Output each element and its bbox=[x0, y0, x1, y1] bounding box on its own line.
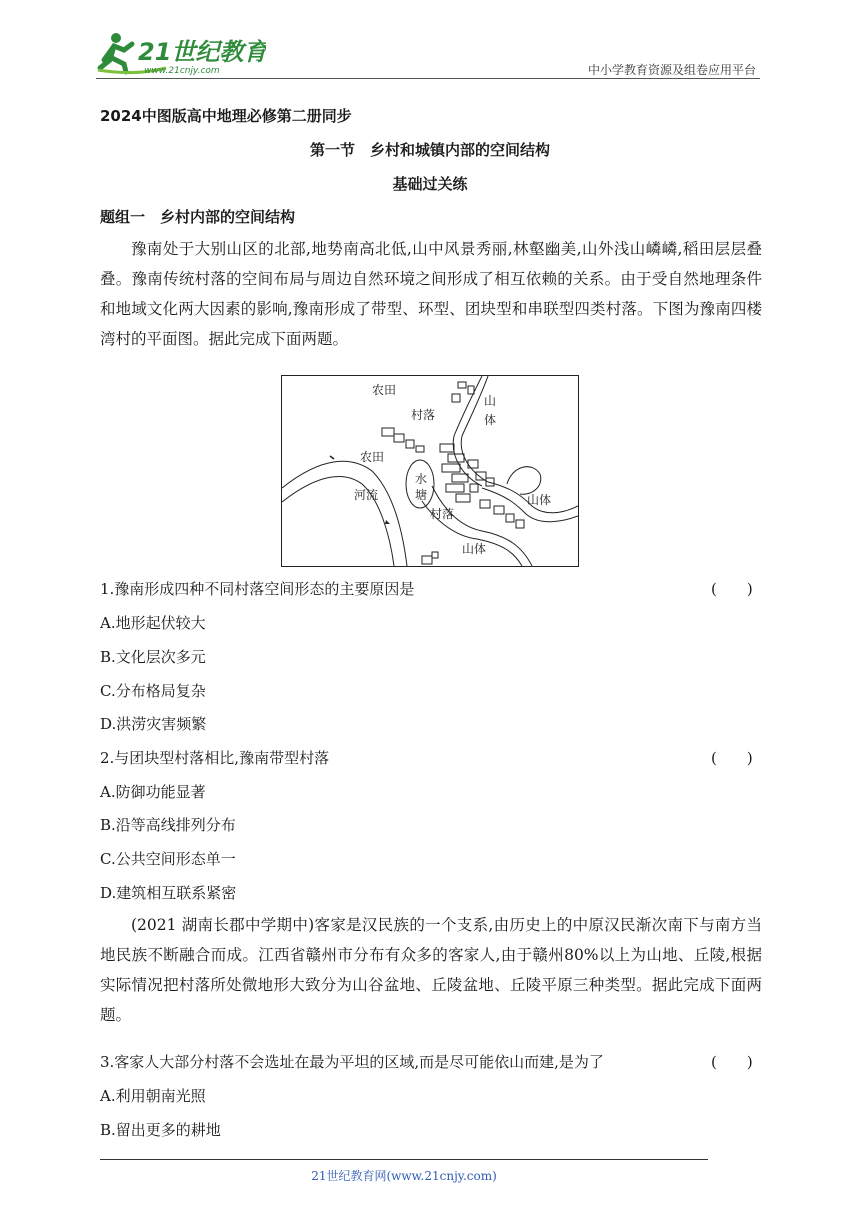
map-label-pond-2: 塘 bbox=[415, 488, 428, 502]
map-label-mountain-top-2: 体 bbox=[484, 413, 497, 427]
map-label-village-top: 村落 bbox=[411, 408, 436, 422]
map-label-river: 河流 bbox=[354, 488, 379, 502]
q1-option-b: B.文化层次多元 bbox=[100, 648, 206, 666]
q2-option-d: D.建筑相互联系紧密 bbox=[100, 884, 237, 902]
q1-stem: 1.豫南形成四种不同村落空间形态的主要原因是 bbox=[100, 580, 415, 598]
page-header bbox=[96, 30, 760, 80]
q2-stem: 2.与团块型村落相比,豫南带型村落 bbox=[100, 749, 330, 767]
map-label-farmland-top: 农田 bbox=[372, 383, 397, 397]
q3-option-b: B.留出更多的耕地 bbox=[100, 1121, 221, 1139]
passage-2: (2021 湖南长郡中学期中)客家是汉民族的一个支系,由历史上的中原汉民渐次南下与南方当地民族不断融合而成。江西省赣州市分布有众多的客家人,由于赣州80%以上为山地、丘陵,根据实际情况把村落所处微地形大致分为山谷盆地、丘陵盆地、丘陵平原三种类型。据此完成下面两题。 bbox=[100, 916, 762, 1024]
q2-option-a: A.防御功能显著 bbox=[100, 783, 206, 801]
footer-link[interactable]: 21世纪教育网(www.21cnjy.com) bbox=[311, 1169, 497, 1183]
logo-subtext: www.21cnjy.com bbox=[144, 66, 220, 76]
map-label-mountain-top-1: 山 bbox=[484, 394, 497, 408]
q1-option-d: D.洪涝灾害频繁 bbox=[100, 715, 207, 733]
runner-logo-icon bbox=[96, 30, 266, 76]
platform-name: 中小学教育资源及组卷应用平台 bbox=[587, 63, 756, 77]
q1-option-a: A.地形起伏较大 bbox=[100, 614, 206, 632]
header-divider bbox=[96, 78, 760, 79]
q1-option-c: C.分布格局复杂 bbox=[100, 682, 206, 700]
map-label-farmland-mid: 农田 bbox=[360, 450, 385, 464]
doc-title: 2024中图版高中地理必修第二册同步 bbox=[100, 107, 352, 125]
passage-1: 豫南处于大别山区的北部,地势南高北低,山中风景秀丽,林壑幽美,山外浅山嶙嶙,稻田层层叠叠。豫南传统村落的空间布局与周边自然环境之间形成了相互依赖的关系。由于受自然地理条件和地域文化两大因素的影响,豫南形成了带型、环型、团块型和串联型四类村落。下图为豫南四楼湾村的平面图。据此完成下面两题。 bbox=[100, 240, 762, 348]
logo bbox=[96, 30, 266, 76]
q1-answer-blank[interactable]: ( ) bbox=[711, 580, 753, 598]
q3-option-a: A.利用朝南光照 bbox=[100, 1087, 206, 1105]
q3-stem: 3.客家人大部分村落不会选址在最为平坦的区域,而是尽可能依山而建,是为了 bbox=[100, 1053, 604, 1071]
map-label-mountain-bottom: 山体 bbox=[462, 542, 487, 556]
q2-option-c: C.公共空间形态单一 bbox=[100, 850, 236, 868]
q3-answer-blank[interactable]: ( ) bbox=[711, 1053, 753, 1071]
village-plan-figure bbox=[281, 375, 579, 567]
footer-divider bbox=[100, 1159, 708, 1160]
exercise-title: 基础过关练 bbox=[392, 175, 468, 193]
section-title: 第一节 乡村和城镇内部的空间结构 bbox=[309, 141, 550, 159]
q2-answer-blank[interactable]: ( ) bbox=[711, 749, 753, 767]
village-map bbox=[282, 376, 578, 566]
logo-text: 21世纪教育 bbox=[138, 38, 266, 66]
map-label-pond-1: 水 bbox=[415, 472, 428, 486]
q2-option-b: B.沿等高线排列分布 bbox=[100, 816, 236, 834]
map-label-mountain-right: 山体 bbox=[527, 493, 552, 507]
group-title: 题组一 乡村内部的空间结构 bbox=[100, 208, 296, 226]
map-label-village-bottom: 村落 bbox=[430, 507, 455, 521]
